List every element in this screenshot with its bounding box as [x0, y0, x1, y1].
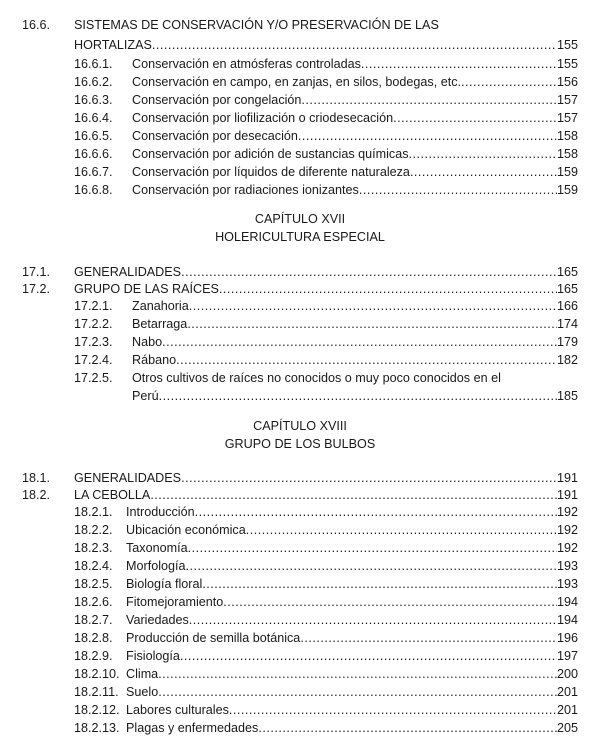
entry-title: Conservación en atmósferas controladas [132, 57, 361, 71]
entry-page: 158 [556, 129, 578, 143]
entry-page: 156 [556, 75, 578, 89]
entry-title: Conservación en campo, en zanjas, en silos, bodegas, etc. [132, 75, 462, 89]
entry-page: 191 [556, 471, 578, 485]
dot-leader [223, 594, 557, 611]
toc-entry [74, 92, 578, 109]
toc-entry [22, 264, 578, 281]
entry-number: 18.2.4. [74, 559, 113, 573]
entry-page: 165 [556, 265, 578, 279]
entry-page: 174 [556, 317, 578, 331]
entry-title: Labores culturales [126, 703, 229, 717]
dot-leader [158, 684, 557, 701]
dot-leader [176, 352, 557, 369]
entry-number: 16.6.4. [74, 111, 113, 125]
entry-title: Otros cultivos de raíces no conocidos o muy poco conocidos en el [132, 371, 501, 385]
entry-number: 16.6.2. [74, 75, 113, 89]
toc-entry [74, 612, 578, 629]
toc-entry [74, 164, 578, 181]
entry-page: 200 [556, 667, 578, 681]
toc-entry [74, 182, 578, 199]
entry-title: HORTALIZAS [74, 38, 152, 52]
entry-page: 185 [556, 389, 578, 403]
toc-entry [74, 540, 578, 557]
entry-title: Ubicación económica [126, 523, 246, 537]
entry-page: 192 [556, 505, 578, 519]
entry-number: 18.2.1. [74, 505, 113, 519]
entry-title: Variedades [126, 613, 189, 627]
dot-leader [300, 630, 557, 647]
toc-entry [74, 334, 578, 351]
dot-leader [195, 504, 557, 521]
dot-leader [359, 182, 557, 199]
entry-page: 166 [556, 299, 578, 313]
entry-number: 18.2.5. [74, 577, 113, 591]
entry-number: 17.2.2. [74, 317, 113, 331]
toc-entry [74, 630, 578, 647]
entry-page: 159 [556, 183, 578, 197]
dot-leader [246, 522, 557, 539]
entry-number: 18.2. [22, 488, 51, 502]
entry-page: 205 [556, 721, 578, 735]
toc-entry [22, 470, 578, 487]
entry-number: 16.6.1. [74, 57, 113, 71]
dot-leader [229, 702, 557, 719]
toc-entry [74, 316, 578, 333]
entry-title: LA CEBOLLA [74, 488, 151, 502]
toc-entry [22, 281, 578, 298]
toc-entry [74, 146, 578, 163]
entry-page: 155 [556, 38, 578, 52]
entry-page: 197 [556, 649, 578, 663]
entry-title: SISTEMAS DE CONSERVACIÓN Y/O PRESERVACIÓN DE LAS [74, 18, 439, 32]
chapter-title: HOLERICULTURA ESPECIAL [215, 230, 385, 244]
entry-number: 17.2.4. [74, 353, 113, 367]
entry-title: Morfología [126, 559, 186, 573]
entry-page: 193 [556, 559, 578, 573]
entry-number: 16.6.5. [74, 129, 113, 143]
dot-leader [150, 487, 557, 504]
entry-title: Producción de semilla botánica [126, 631, 301, 645]
entry-title: Introducción [126, 505, 195, 519]
entry-title: Conservación por desecación [132, 129, 298, 143]
entry-title: Conservación por liofilización o criodesecación [132, 111, 394, 125]
toc-entry [74, 298, 578, 315]
dot-leader [181, 264, 557, 281]
toc-entry [74, 576, 578, 593]
entry-title: Fitomejoramiento [126, 595, 224, 609]
entry-number: 18.2.9. [74, 649, 113, 663]
dot-leader [186, 558, 557, 575]
entry-title: Conservación por congelación [132, 93, 302, 107]
dot-leader [202, 576, 557, 593]
toc-entry [74, 56, 578, 73]
dot-leader [152, 37, 557, 54]
dot-leader [181, 470, 557, 487]
toc-entry [74, 702, 578, 719]
dot-leader [159, 388, 557, 405]
dot-leader [409, 146, 557, 163]
entry-page: 194 [556, 613, 578, 627]
dot-leader [189, 612, 557, 629]
entry-page: 201 [556, 685, 578, 699]
dot-leader [189, 298, 557, 315]
entry-page: 159 [556, 165, 578, 179]
entry-title: Fisiología [126, 649, 180, 663]
entry-page: 192 [556, 523, 578, 537]
entry-title: Conservación por adición de sustancias químicas [132, 147, 409, 161]
entry-number: 16.6. [22, 18, 51, 32]
entry-number: 18.2.11. [74, 685, 119, 699]
entry-title: Plagas y enfermedades [126, 721, 259, 735]
toc-entry [74, 352, 578, 369]
entry-page: 194 [556, 595, 578, 609]
entry-title: Zanahoria [132, 299, 189, 313]
entry-number: 18.2.7. [74, 613, 113, 627]
entry-number: 18.2.8. [74, 631, 113, 645]
dot-leader [258, 720, 557, 737]
toc-entry-17-2-5-line1 [74, 370, 578, 387]
dot-leader [298, 128, 557, 145]
entry-title: Biología floral [126, 577, 203, 591]
dot-leader [301, 92, 557, 109]
toc-entry [22, 487, 578, 504]
entry-number: 16.6.6. [74, 147, 113, 161]
entry-page: 192 [556, 541, 578, 555]
entry-number: 17.2. [22, 282, 51, 296]
entry-title: Conservación por líquidos de diferente naturaleza [132, 165, 410, 179]
entry-page: 179 [556, 335, 578, 349]
entry-title: GRUPO DE LAS RAÍCES [74, 282, 219, 296]
toc-entry-17-2-5-line2 [74, 388, 578, 405]
entry-number: 18.2.12. [74, 703, 120, 717]
toc-entry [74, 110, 578, 127]
chapter-label: CAPÍTULO XVII [254, 212, 346, 226]
entry-number: 18.2.2. [74, 523, 113, 537]
dot-leader [219, 281, 557, 298]
entry-title: Betarraga [132, 317, 188, 331]
entry-page: 158 [556, 147, 578, 161]
entry-number: 17.1. [22, 265, 51, 279]
toc-entry [74, 522, 578, 539]
toc-entry [74, 720, 578, 737]
dot-leader [187, 316, 557, 333]
dot-leader [361, 56, 557, 73]
entry-page: 157 [556, 111, 578, 125]
entry-number: 18.2.13. [74, 721, 120, 735]
entry-page: 191 [556, 488, 578, 502]
entry-number: 16.6.7. [74, 165, 113, 179]
entry-page: 165 [556, 282, 578, 296]
entry-title: Nabo [132, 335, 163, 349]
entry-number: 17.2.5. [74, 371, 113, 385]
toc-entry [74, 74, 578, 91]
dot-leader [180, 648, 557, 665]
entry-page: 157 [556, 93, 578, 107]
dot-leader [410, 164, 557, 181]
entry-title: GENERALIDADES [74, 471, 182, 485]
entry-page: 193 [556, 577, 578, 591]
chapter-title: GRUPO DE LOS BULBOS [224, 437, 376, 451]
dot-leader [461, 74, 557, 91]
dot-leader [188, 540, 557, 557]
entry-number: 18.2.10. [74, 667, 120, 681]
toc-entry [74, 648, 578, 665]
entry-number: 18.2.3. [74, 541, 113, 555]
entry-page: 155 [556, 57, 578, 71]
entry-number: 17.2.1. [74, 299, 113, 313]
toc-entry [74, 666, 578, 683]
toc-entry [74, 128, 578, 145]
toc-entry-16-6-line2 [74, 37, 578, 54]
entry-title: Conservación por radiaciones ionizantes [132, 183, 359, 197]
entry-title: Rábano [132, 353, 177, 367]
entry-page: 201 [556, 703, 578, 717]
entry-number: 18.1. [22, 471, 51, 485]
dot-leader [393, 110, 557, 127]
entry-title: Taxonomía [126, 541, 188, 555]
chapter-label: CAPÍTULO XVIII [253, 419, 347, 433]
entry-title: Clima [126, 667, 159, 681]
toc-entry [74, 684, 578, 701]
entry-number: 16.6.8. [74, 183, 113, 197]
entry-page: 196 [556, 631, 578, 645]
entry-number: 17.2.3. [74, 335, 113, 349]
toc-entry [74, 504, 578, 521]
toc-entry [74, 594, 578, 611]
entry-title: Perú [132, 389, 159, 403]
toc-entry [74, 558, 578, 575]
entry-number: 18.2.6. [74, 595, 113, 609]
dot-leader [158, 666, 557, 683]
entry-number: 16.6.3. [74, 93, 113, 107]
entry-page: 182 [556, 353, 578, 367]
toc-entry-16-6-line1 [22, 17, 578, 34]
entry-title: GENERALIDADES [74, 265, 182, 279]
entry-title: Suelo [126, 685, 159, 699]
dot-leader [162, 334, 557, 351]
